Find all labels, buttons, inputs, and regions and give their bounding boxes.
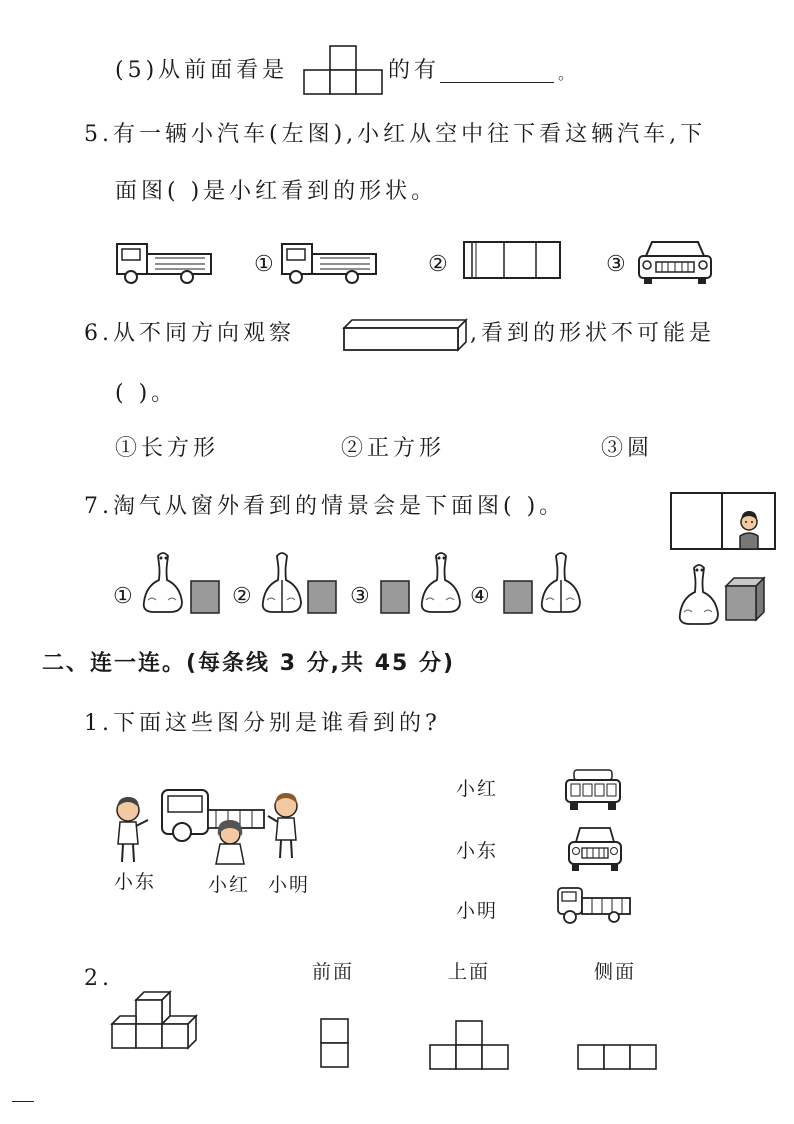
q5-option-2-label: ②	[428, 252, 452, 277]
page-margin-mark	[12, 1101, 34, 1102]
view-label-top[interactable]: 上面	[448, 961, 491, 983]
q5-line1: 5.有一辆小汽车(左图),小红从空中往下看这辆汽车,下	[84, 122, 707, 147]
dinosaur-back-icon[interactable]	[259, 550, 305, 616]
section2-title: 二、连一连。(每条线 3 分,共 45 分)	[42, 651, 456, 676]
s2-q2-label: 2.	[84, 966, 113, 991]
scene-cube-icon	[724, 576, 766, 624]
box-icon[interactable]	[380, 580, 410, 614]
q7-option-3-label: ③	[350, 584, 374, 609]
q6-line1-pre: 6.从不同方向观察	[84, 321, 295, 346]
truck-side-option-icon[interactable]	[280, 238, 380, 286]
person-label-xiaodong: 小东	[114, 871, 157, 893]
match-label-xiaohong[interactable]: 小红	[456, 778, 499, 800]
q7-option-1-label: ①	[113, 584, 137, 609]
truck-side-small-icon[interactable]	[556, 884, 632, 926]
truck-back-view-icon[interactable]	[564, 768, 622, 814]
s2-q1-text: 1.下面这些图分别是谁看到的?	[84, 711, 441, 736]
dinosaur-front-icon[interactable]	[140, 550, 186, 616]
match-label-xiaoming[interactable]: 小明	[456, 900, 499, 922]
q6-option-2[interactable]: ②正方形	[341, 436, 446, 461]
box-icon[interactable]	[190, 580, 220, 614]
car-front-view-icon[interactable]	[636, 238, 714, 286]
top-view-shape-icon[interactable]	[429, 1020, 511, 1070]
window-scene-icon	[670, 492, 776, 552]
q7-option-2-label: ②	[232, 584, 256, 609]
dinosaur-front-icon[interactable]	[418, 550, 464, 616]
q6-line2: ( )。	[115, 381, 178, 406]
q4-5-end: 。	[558, 64, 579, 83]
kids-truck-scene-icon	[112, 782, 312, 872]
front-view-shape-icon[interactable]	[320, 1018, 350, 1070]
box-icon[interactable]	[503, 580, 533, 614]
q5-option-3-label: ③	[606, 252, 630, 277]
dinosaur-back-icon[interactable]	[538, 550, 584, 616]
q5-line2: 面图( )是小红看到的形状。	[115, 179, 438, 204]
front-view-figure-icon	[302, 44, 384, 94]
truck-front-view-icon[interactable]	[566, 826, 624, 874]
truck-top-view-icon[interactable]	[462, 240, 562, 280]
q6-option-3[interactable]: ③圆	[601, 436, 654, 461]
q6-line1-post: ,看到的形状不可能是	[470, 321, 715, 346]
person-label-xiaohong: 小红	[208, 874, 251, 896]
view-label-side[interactable]: 侧面	[594, 961, 637, 983]
q4-5-text-post: 的有	[388, 58, 441, 83]
view-label-front[interactable]: 前面	[312, 961, 355, 983]
block-figure-3d-icon	[110, 990, 204, 1052]
truck-side-icon	[115, 238, 215, 286]
person-label-xiaoming: 小明	[268, 874, 311, 896]
q4-5-text-pre: (5)从前面看是	[115, 58, 289, 83]
scene-dinosaur-icon	[676, 562, 722, 628]
cuboid-icon	[342, 318, 468, 352]
q6-option-1[interactable]: ①长方形	[115, 436, 220, 461]
q5-option-1-label: ①	[254, 252, 278, 277]
match-label-xiaodong[interactable]: 小东	[456, 840, 499, 862]
q7-line1: 7.淘气从窗外看到的情景会是下面图( )。	[84, 494, 566, 519]
answer-blank[interactable]	[440, 82, 554, 83]
side-view-shape-icon[interactable]	[577, 1044, 659, 1072]
q7-option-4-label: ④	[470, 584, 494, 609]
box-icon[interactable]	[307, 580, 337, 614]
